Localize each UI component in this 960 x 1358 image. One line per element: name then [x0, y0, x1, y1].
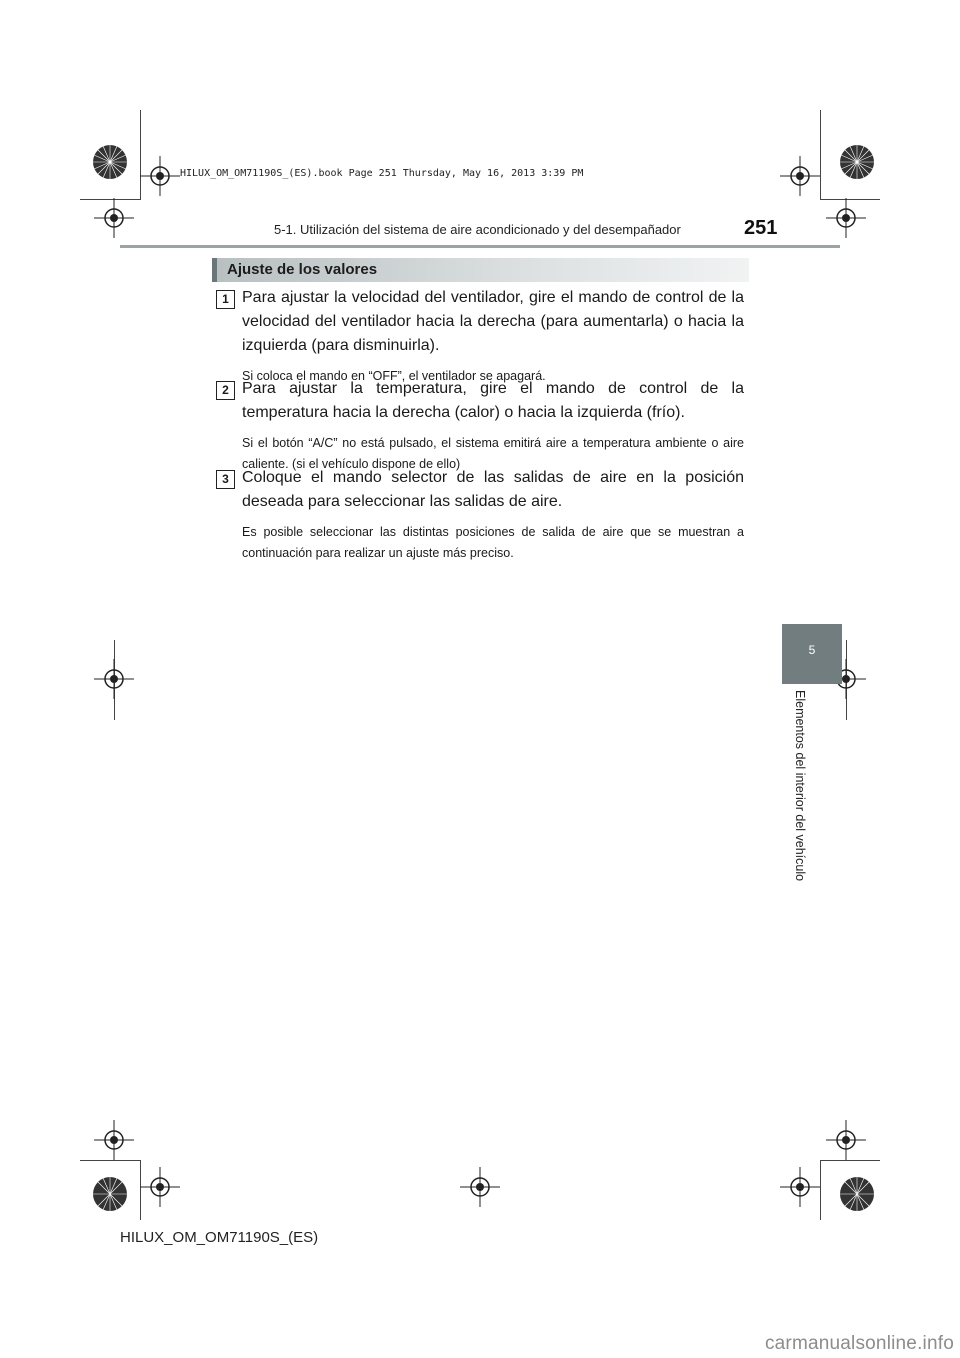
- step-note: Si coloca el mando en “OFF”, el ventilador se apagará.: [242, 369, 546, 383]
- starburst-registration-icon: [92, 1176, 128, 1212]
- footer-doc-code: HILUX_OM_OM71190S_(ES): [120, 1229, 319, 1246]
- crosshair-registration-icon: [94, 659, 134, 699]
- header-rule: [120, 245, 840, 248]
- chapter-title: Elementos del interior del vehículo: [793, 690, 807, 882]
- crosshair-registration-icon: [826, 1120, 866, 1160]
- trim-line: [820, 110, 821, 200]
- starburst-registration-icon: [839, 1176, 875, 1212]
- trim-line: [820, 1160, 821, 1220]
- section-heading-text: Ajuste de los valores: [227, 261, 378, 278]
- chapter-number: 5: [808, 643, 816, 657]
- crosshair-registration-icon: [826, 198, 866, 238]
- step-item: [242, 377, 744, 475]
- step-item: [242, 466, 744, 564]
- book-info-line: HILUX_OM_OM71190S_(ES).book Page 251 Thursday, May 16, 2013 3:39 PM: [180, 168, 584, 179]
- step-instruction: Coloque el mando selector de las salidas de aire en la posición deseada para seleccionar las salidas de aire.: [242, 469, 744, 510]
- starburst-registration-icon: [839, 144, 875, 180]
- step-instruction: Para ajustar la velocidad del ventilador, gire el mando de control de la velocidad del ventilador hacia la derecha (para aumentarla) o hacia la izquierda (para disminuirla).: [242, 289, 744, 354]
- running-header: 5-1. Utilización del sistema de aire acondicionado y del desempañador: [274, 222, 681, 237]
- step-note: Si el botón “A/C” no está pulsado, el sistema emitirá aire a temperatura ambiente o aire caliente. (si el vehículo dispone de ello): [242, 436, 744, 471]
- crosshair-registration-icon: [780, 1167, 820, 1207]
- crosshair-registration-icon: [140, 1167, 180, 1207]
- starburst-registration-icon: [92, 144, 128, 180]
- step-note: Es posible seleccionar las distintas posiciones de salida de aire que se muestran a continuación para realizar un ajuste más preciso.: [242, 525, 744, 560]
- trim-line: [820, 1160, 880, 1161]
- crosshair-registration-icon: [94, 198, 134, 238]
- watermark: carmanualsonline.info: [764, 1333, 954, 1354]
- step-item: [242, 286, 744, 387]
- trim-line: [80, 1160, 140, 1161]
- section-heading: [212, 258, 749, 282]
- step-number-badge: 3: [216, 470, 235, 489]
- step-instruction: Para ajustar la temperatura, gire el mando de control de la temperatura hacia la derecha (calor) o hacia la izquierda (frío).: [242, 380, 744, 421]
- chapter-tab: [782, 624, 842, 684]
- page-number: 251: [744, 217, 778, 239]
- crosshair-registration-icon: [460, 1167, 500, 1207]
- crosshair-registration-icon: [94, 1120, 134, 1160]
- step-number-badge: 1: [216, 290, 235, 309]
- step-number-badge: 2: [216, 381, 235, 400]
- crosshair-registration-icon: [140, 156, 180, 196]
- crosshair-registration-icon: [780, 156, 820, 196]
